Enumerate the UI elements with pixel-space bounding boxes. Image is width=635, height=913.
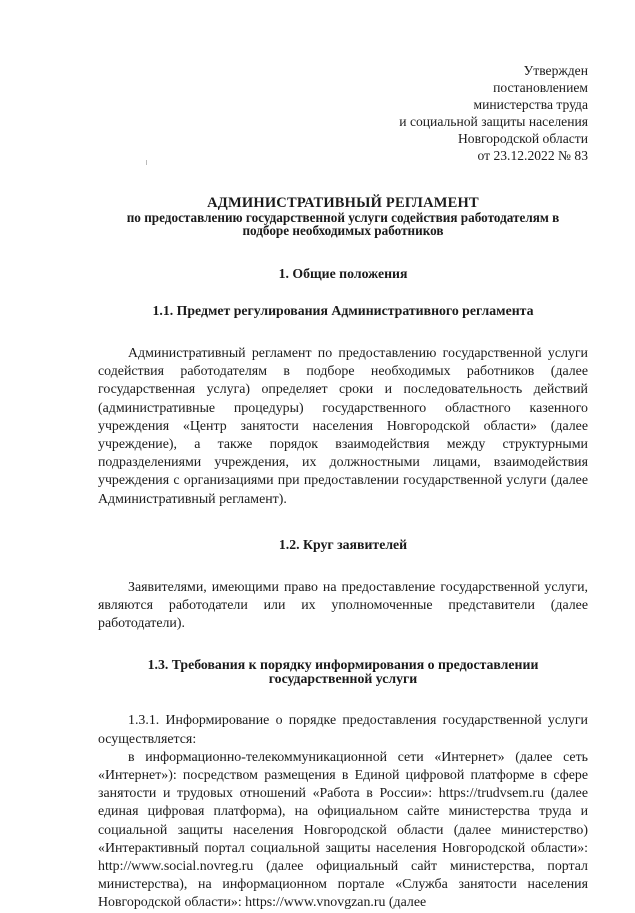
approval-line: от 23.12.2022 № 83 — [477, 148, 588, 163]
title-block — [98, 195, 588, 237]
section-1-3-heading-line-2: государственной услуги — [268, 671, 418, 687]
section-1-1-paragraph: Административный регламент по предоставлению государственной услуги содействия работодателям в подборе необходимых работников (далее государственная услуга) определяет сроки и последовательность действий (административные процедуры) государственного областного казенного учреждения «Центр занятости населения Новгородской области» (далее учреждение), а также порядок взаимодействия между структурными подразделениями учреждения, их должностными лицами, взаимодействия учреждения с организациями при предоставлении государственной услуги (далее Административный регламент). — [98, 346, 588, 507]
section-1-2-heading: 1.2. Круг заявителей — [278, 536, 408, 552]
approval-line: Утвержден — [523, 63, 588, 78]
section-1-3-1-paragraph: 1.3.1. Информирование о порядке предоставления государственной услуги осуществляется: — [98, 713, 588, 747]
document-subtitle-line-2: подборе необходимых работников — [242, 223, 444, 238]
approval-line: министерства труда — [473, 97, 588, 112]
section-1-3-1-item-paragraph: в информационно-телекоммуникационной сети «Интернет» (далее сеть «Интернет»): посредством размещения в Единой цифровой платформе в сфере занятости и трудовых отношений «Работа в России»: https://trudvsem.ru (далее единая цифровая платформа), на официальном сайте министерства труда и социальной защиты населения Новгородской области (далее министерство) «Интерактивный портал социальной защиты населения Новгородской области»: http://www.social.novreg.ru (далее официальный сайт министерства, портал министерства), на информационном портале «Служба занятости населения Новгородской области»: https://www.vnovgzan.ru (далее — [98, 749, 588, 911]
section-1-1-heading: 1.1. Предмет регулирования Административного регламента — [152, 303, 534, 318]
document-subtitle-line-1: по предоставлению государственной услуги содействия работодателям в — [126, 210, 560, 225]
approval-line: постановлением — [493, 80, 588, 95]
section-1-heading: 1. Общие положения — [278, 266, 408, 281]
approval-line: Новгородской области — [457, 131, 588, 146]
section-1-3-heading-line-1: 1.3. Требования к порядку информирования о предоставлении — [147, 657, 539, 673]
approval-block — [98, 62, 588, 164]
document-title: АДМИНИСТРАТИВНЫЙ РЕГЛАМЕНТ — [207, 195, 479, 211]
approval-line: и социальной защиты населения — [399, 114, 588, 129]
section-1-2-paragraph: Заявителями, имеющими право на предоставление государственной услуги, являются работодатели или их уполномоченные представители (далее работодатели). — [98, 579, 588, 632]
scan-mark — [146, 160, 147, 165]
